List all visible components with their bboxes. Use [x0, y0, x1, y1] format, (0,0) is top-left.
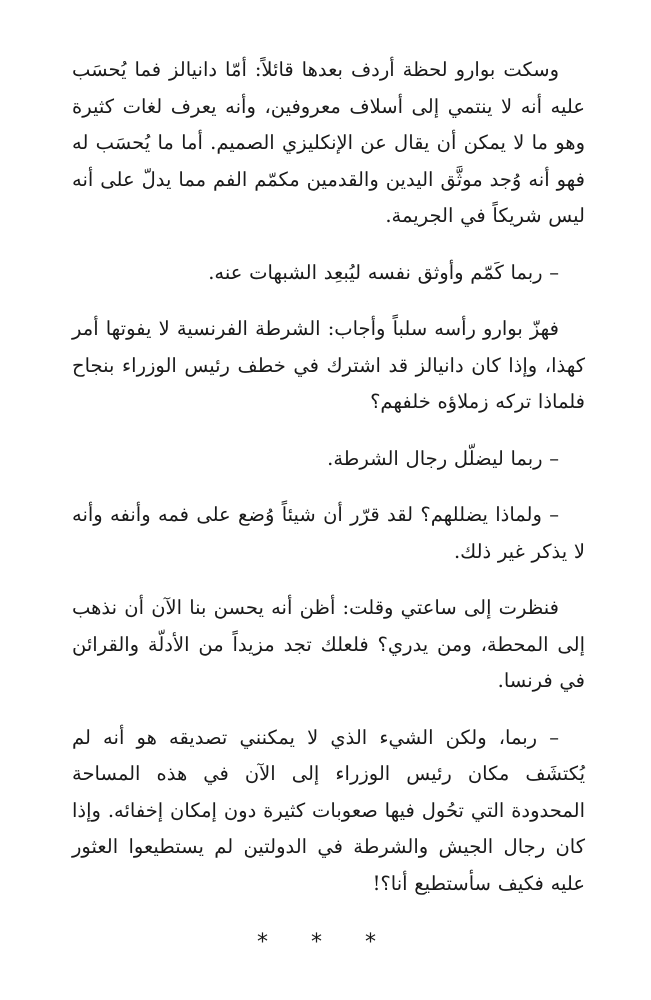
paragraph-why-mislead: – ولماذا يضللهم؟ لقد قرّر أن شيئاً وُضع على فمه وأنفه وأنه لا يذكر غير ذلك.	[72, 503, 585, 563]
paragraph-self-gagged-theory: – ربما كَمّم وأوثق نفسه ليُبعِد الشبهات عنه.	[208, 260, 559, 284]
paragraph-french-police: فهزّ بوارو رأسه سلباً وأجاب: الشرطة الفرنسية لا يفوتها أمر كهذا، وإذا كان دانيالز قد اشترك في خطف رئيس الوزراء بنجاح فلماذا تركه زملاؤه خلفهم؟	[72, 317, 585, 413]
section-divider-asterisks: * * *	[257, 930, 394, 955]
paragraph-mislead-police: – ربما ليضلّل رجال الشرطة.	[327, 446, 559, 470]
paragraph-poirot-on-daniels: وسكت بوارو لحظة أردف بعدها قائلاً: أمّا دانيالز فما يُحسَب عليه أنه لا ينتمي إلى أسلاف معروفين، وأنه يعرف لغات كثيرة وهو ما لا يمكن أن يقال عن الإنكليزي الصميم. أما ما يُحسَب له فهو أنه وُجد موثَّق اليدين والقدمين مكمّم الفم مما يدلّ على أنه ليس شريكاً في الجريمة.	[72, 58, 585, 227]
paragraph-look-at-watch: فنظرت إلى ساعتي وقلت: أظن أنه يحسن بنا الآن أن نذهب إلى المحطة، ومن يدري؟ فلعلك تجد مزيداً من الأدلّة والقرائن في فرنسا.	[72, 596, 585, 692]
paragraph-prime-minister-not-found: – ربما، ولكن الشيء الذي لا يمكنني تصديقه هو أنه لم يُكتشَف مكان رئيس الوزراء إلى الآن في هذه المساحة المحدودة التي تحُول فيها صعوبات كثيرة دون إمكان إخفائه. وإذا كان رجال الجيش والشرطة في الدولتين لم يستطيعوا العثور عليه فكيف سأستطيع أنا؟!	[72, 725, 585, 895]
